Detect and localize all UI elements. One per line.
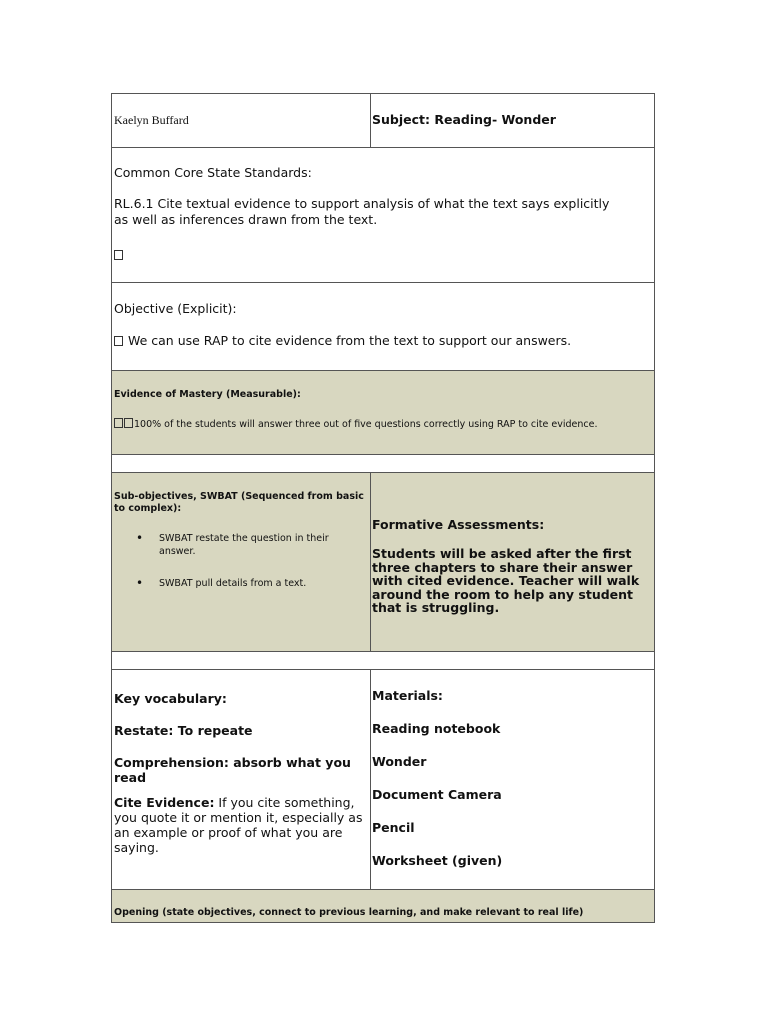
spacer-row — [111, 455, 655, 473]
vocab-restate: Restate: To repeate — [114, 723, 253, 738]
material-item: Document Camera — [372, 787, 502, 802]
objective-row — [111, 283, 655, 371]
standards-row — [111, 148, 655, 283]
subobjectives-row — [111, 473, 655, 652]
mastery-row — [111, 371, 655, 455]
objective-text: We can use RAP to cite evidence from the text to support our answers. — [127, 333, 572, 348]
missing-glyph-icon — [114, 336, 123, 346]
mastery-heading: Evidence of Mastery (Measurable): — [114, 389, 301, 400]
vocabulary-heading: Key vocabulary: — [114, 691, 227, 706]
vocabulary-row — [111, 670, 655, 890]
formative-text: Students will be asked after the first three chapters to share their answer with cited evidence. Teacher will walk around the room to help any student that is struggling. — [372, 546, 640, 615]
vocab-comprehension: Comprehension: absorb what you read — [114, 755, 351, 785]
mastery-text: 100% of the students will answer three out of five questions correctly using RAP to cite evidence. — [134, 419, 598, 430]
subject-label: Subject: Reading- Wonder — [372, 112, 556, 127]
standards-text: RL.6.1 Cite textual evidence to support analysis of what the text says explicitly as well as inferences drawn from the text. — [114, 196, 610, 227]
lesson-plan-table — [111, 93, 655, 923]
header-row — [111, 93, 655, 148]
opening-text: Opening (state objectives, connect to previous learning, and make relevant to real life) — [114, 907, 584, 918]
subobjectives-heading: Sub-objectives, SWBAT (Sequenced from basic to complex): — [114, 491, 364, 514]
material-item: Pencil — [372, 820, 415, 835]
material-item: Worksheet (given) — [372, 853, 503, 868]
materials-heading: Materials: — [372, 688, 443, 703]
missing-glyph-icon — [124, 418, 133, 428]
missing-glyph-icon — [114, 418, 123, 428]
author-name: Kaelyn Buffard — [114, 113, 189, 127]
opening-row — [111, 890, 655, 923]
formative-heading: Formative Assessments: — [372, 517, 545, 532]
subobjectives-list — [114, 532, 364, 590]
vocab-cite-evidence: Cite Evidence: If you cite something, you quote it or mention it, especially as an example or proof of what you are saying. — [114, 795, 363, 855]
spacer-row — [111, 652, 655, 670]
material-item: Reading notebook — [372, 721, 501, 736]
list-item: • SWBAT restate the question in their answer. — [136, 531, 329, 557]
list-item: • SWBAT pull details from a text. — [136, 576, 307, 590]
missing-glyph-icon — [114, 250, 123, 260]
standards-heading: Common Core State Standards: — [114, 165, 312, 180]
objective-heading: Objective (Explicit): — [114, 301, 237, 316]
material-item: Wonder — [372, 754, 427, 769]
